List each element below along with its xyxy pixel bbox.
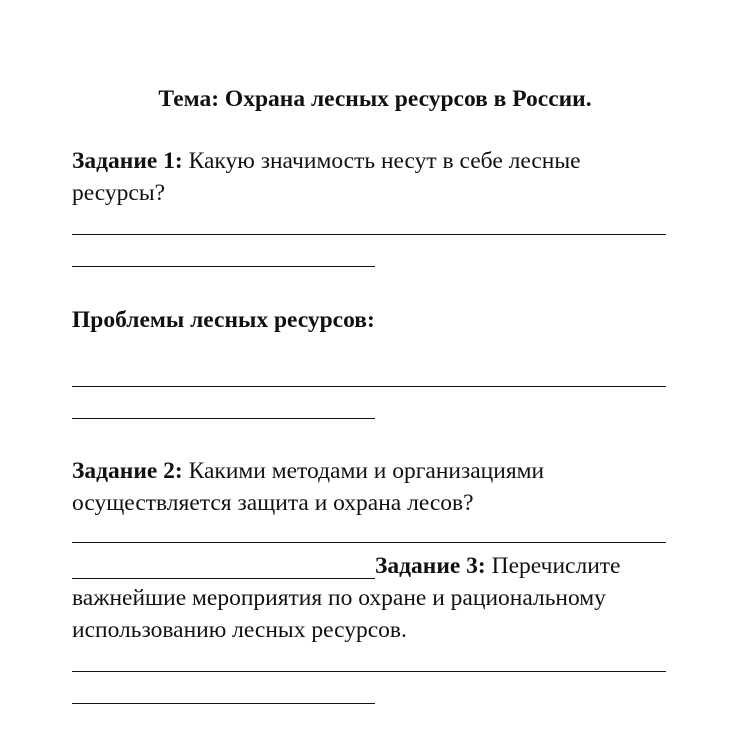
problems-label: Проблемы лесных ресурсов: — [72, 307, 375, 333]
task3-question-part2: важнейшие мероприятия по охране и рациональному — [72, 585, 606, 611]
task2-line1 — [72, 457, 544, 485]
task2-question-part1: Какими методами и организациями — [188, 458, 545, 484]
task1-question-part1: Какую значимость несут в себе лесные — [188, 148, 581, 174]
task2-line2 — [72, 489, 474, 517]
answer-line-task1-b[interactable] — [72, 266, 375, 267]
task3-line1 — [375, 552, 620, 580]
answer-line-problems-b[interactable] — [72, 418, 375, 419]
answer-line-problems-a[interactable] — [72, 386, 666, 387]
answer-line-task2-a[interactable] — [72, 542, 666, 543]
answer-line-task1-a[interactable] — [72, 234, 666, 235]
task2-label: Задание 2: — [72, 458, 183, 484]
task3-label: Задание 3: — [375, 553, 486, 579]
task1-label: Задание 1: — [72, 148, 183, 174]
task1-line2 — [72, 179, 165, 207]
answer-line-task3-a[interactable] — [72, 671, 666, 672]
worksheet-title: Тема: Охрана лесных ресурсов в России. — [158, 86, 592, 112]
task3-line2 — [72, 584, 606, 612]
task1-question-part2: ресурсы? — [72, 180, 166, 206]
answer-line-task3-b[interactable] — [72, 703, 375, 704]
answer-line-task2-b[interactable] — [72, 578, 375, 579]
task1-line1 — [72, 147, 581, 175]
task2-question-part2: осуществляется защита и охрана лесов? — [72, 490, 474, 516]
task3-question-part3: использованию лесных ресурсов. — [72, 617, 407, 643]
task3-question-part1: Перечислите — [491, 553, 621, 579]
task3-line3 — [72, 616, 407, 644]
problems-line — [72, 306, 375, 334]
